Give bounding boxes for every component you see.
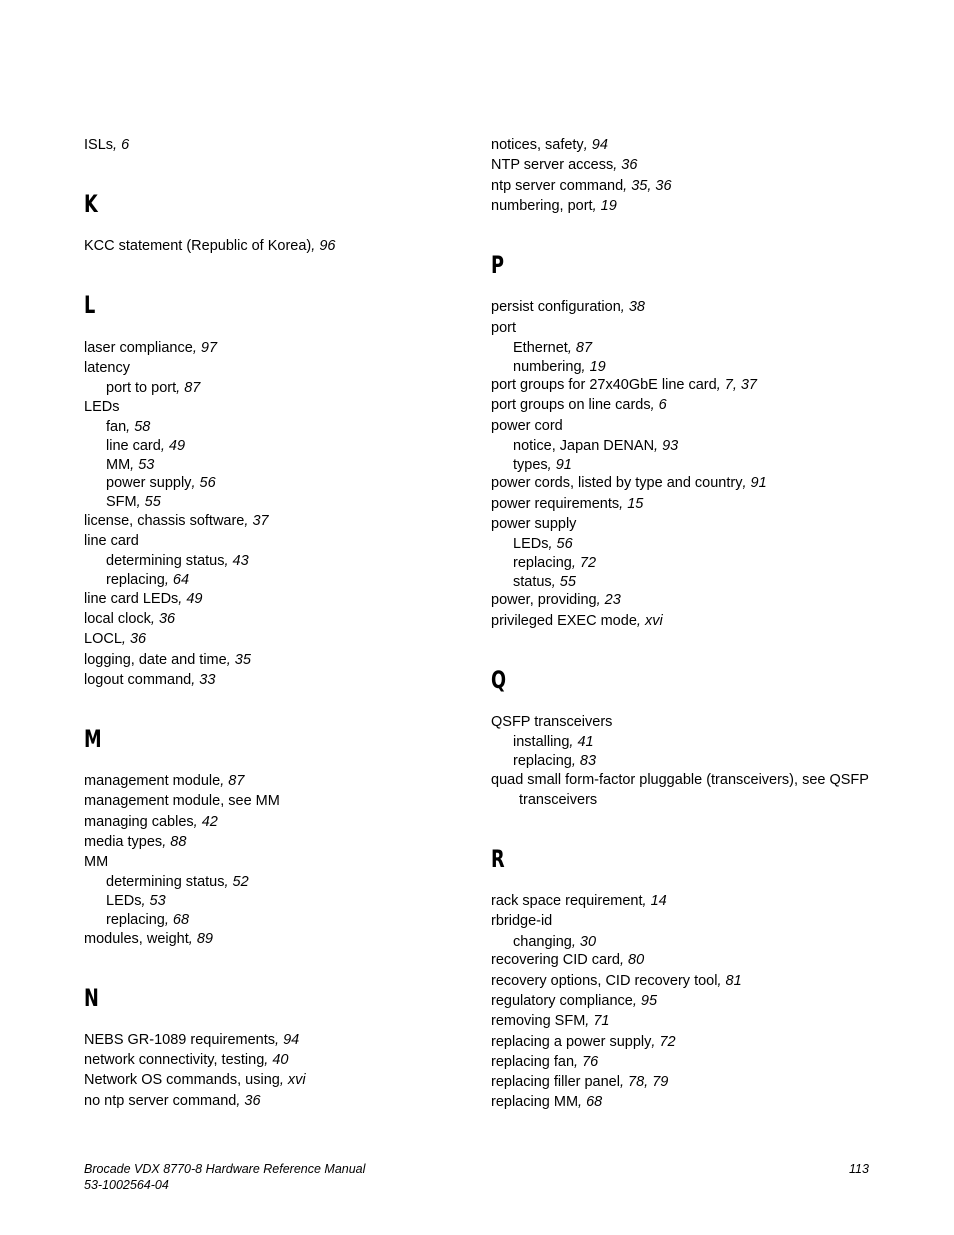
index-separator: , [226,652,235,668]
index-separator: , [178,591,187,607]
index-term: numbering, port [491,198,593,214]
index-entry [491,972,742,990]
index-separator: , [547,457,556,473]
index-page-ref[interactable]: 71 [593,1013,610,1029]
index-section-letter: K [84,190,98,218]
index-separator: , [164,912,173,928]
index-subentry [513,733,594,751]
index-separator: , [121,631,130,647]
index-entry [491,591,621,609]
index-term: installing [513,734,570,750]
index-term: NEBS GR-1089 requirements [84,1032,275,1048]
index-separator: , [224,553,233,569]
index-term: replacing fan [491,1054,575,1070]
footer-doc-number: 53-1002564-04 [84,1178,169,1192]
index-term: KCC statement (Republic of Korea) [84,238,312,254]
index-term: license, chassis software [84,513,245,529]
index-separator: , [619,1074,629,1090]
index-separator: , [592,198,601,214]
index-subentry [106,892,166,910]
index-page-ref[interactable]: 56 [556,536,573,552]
index-term: determining status [106,874,225,890]
index-page-ref[interactable]: 72 [579,555,597,571]
index-separator: , [742,475,751,491]
index-entry [491,177,672,195]
index-page-ref[interactable]: 97 [200,340,218,356]
index-term: replacing [106,572,165,588]
index-subentry [513,456,572,474]
index-separator: , [571,934,580,950]
index-term: LEDs [84,399,120,415]
index-entry [84,532,139,550]
index-separator: , [632,993,641,1009]
index-separator: , [164,572,173,588]
index-separator: , [136,494,145,510]
index-separator: , [191,475,200,491]
index-separator: , [571,753,580,769]
index-page-ref[interactable]: 68 [172,912,190,928]
index-term: managing cables [84,814,194,830]
index-page-ref[interactable]: 87 [228,773,245,789]
index-page-ref[interactable]: 33 [199,672,216,688]
index-term: notices, safety [491,137,584,153]
index-page-ref[interactable]: 49 [168,438,186,454]
index-term: numbering [513,359,582,375]
index-term: port groups for 27x40GbE line card [491,377,717,393]
index-term: power cords, listed by type and country [491,475,743,491]
index-page-ref[interactable]: xvi [287,1072,306,1088]
index-term: replacing a power supply [491,1034,652,1050]
index-term: replacing [106,912,165,928]
index-page-ref[interactable]: 35, 36 [631,178,672,194]
index-subentry [106,873,249,891]
index-term: line card [106,438,161,454]
index-page-ref[interactable]: 56 [199,475,216,491]
index-separator: , [150,611,159,627]
index-entry [491,912,552,930]
index-entry [491,156,637,174]
index-section-letter: L [84,291,96,319]
index-page-ref[interactable]: 14 [650,893,667,909]
index-term: recovering CID card [491,952,620,968]
index-entry [491,474,767,492]
index-subentry [513,933,596,951]
index-separator: , [619,496,628,512]
index-term: recovery options, CID recovery tool [491,973,718,989]
index-term: power supply [491,516,577,532]
index-entry [84,339,217,357]
footer-title: Brocade VDX 8770-8 Hardware Reference Manual [84,1162,366,1176]
index-entry [84,590,203,608]
index-page-ref[interactable]: 35 [234,652,251,668]
index-subentry [106,379,200,397]
index-entry [491,771,869,789]
index-separator: , [141,893,150,909]
index-separator: , [581,359,590,375]
index-term: network connectivity, testing [84,1052,265,1068]
index-page-ref[interactable]: 49 [186,591,203,607]
index-entry [491,951,644,969]
index-subentry [513,339,592,357]
index-subentry [513,535,573,553]
index-term: logging, date and time [84,652,227,668]
index-term: replacing MM [491,1094,579,1110]
index-subentry [106,474,216,492]
index-page-ref[interactable]: 19 [600,198,617,214]
index-entry [84,651,251,669]
index-page-ref[interactable]: 36 [244,1093,261,1109]
index-page-ref[interactable]: 7, 37 [724,377,757,393]
index-separator: , [275,1032,284,1048]
index-term: port [491,320,516,336]
index-entry [491,197,617,215]
index-entry [491,1053,598,1071]
index-entry [491,136,608,154]
index-page-ref[interactable]: 23 [604,592,621,608]
index-page-ref[interactable]: 55 [144,494,161,510]
index-entry [491,892,667,910]
index-page-ref[interactable]: 91 [555,457,572,473]
index-page-ref[interactable]: 93 [662,438,679,454]
index-term: QSFP transceivers [491,714,613,730]
index-separator: , [585,1013,594,1029]
index-term: line card LEDs [84,591,179,607]
index-page-ref[interactable]: 43 [232,553,249,569]
index-separator: , [311,238,320,254]
index-entry [519,791,597,809]
index-term: modules, weight [84,931,189,947]
index-entry [491,992,657,1010]
index-term: notice, Japan DENAN [513,438,655,454]
index-page-ref[interactable]: 53 [149,893,166,909]
index-separator: , [126,419,135,435]
footer-page-number: 113 [849,1162,869,1176]
index-entry [491,495,643,513]
index-term: NTP server access [491,157,614,173]
index-page-ref[interactable]: 36 [129,631,147,647]
index-term: media types [84,834,163,850]
index-term: LOCL [84,631,122,647]
index-term: MM [84,854,109,870]
index-entry [491,1093,602,1111]
index-section-letter: P [491,251,504,279]
index-term: laser compliance [84,340,193,356]
index-term: ISLs [84,137,114,153]
index-page-ref[interactable]: 36 [158,611,176,627]
index-entry [491,319,516,337]
index-page-ref[interactable]: 95 [640,993,658,1009]
index-separator: , [130,457,139,473]
index-separator: , [244,513,253,529]
index-separator: , [650,397,659,413]
index-term: rack space requirement [491,893,643,909]
index-separator: , [596,592,605,608]
index-term: MM [106,457,131,473]
index-separator: , [279,1072,288,1088]
index-section-letter: Q [491,666,507,694]
index-separator: , [193,814,202,830]
index-term: latency [84,360,130,376]
index-entry [491,417,563,435]
index-page-ref[interactable]: 83 [579,753,597,769]
index-page-ref[interactable]: 91 [750,475,767,491]
index-page-ref[interactable]: 53 [138,457,155,473]
index-page-ref[interactable]: 52 [232,874,249,890]
index-page-ref[interactable]: 36 [621,157,638,173]
index-page-ref[interactable]: 6 [121,137,130,153]
index-page-ref[interactable]: xvi [644,613,663,629]
index-term: power cord [491,418,563,434]
index-entry [491,1012,609,1030]
index-separator: , [654,438,663,454]
index-entry [84,1071,306,1089]
index-entry [84,813,218,831]
index-entry [491,376,757,394]
index-separator: , [192,340,201,356]
index-term: persist configuration [491,299,621,315]
index-separator: , [264,1052,273,1068]
index-term: LEDs [513,536,549,552]
index-entry [491,1073,668,1091]
index-term: logout command [84,672,192,688]
index-page-ref[interactable]: 87 [575,340,593,356]
index-separator: , [548,536,557,552]
index-term: replacing [513,753,572,769]
index-separator: , [569,734,578,750]
index-separator: , [162,834,171,850]
index-separator: , [620,299,629,315]
index-entry [491,612,663,630]
index-page-ref[interactable]: 58 [134,419,151,435]
index-term: rbridge-id [491,913,553,929]
index-page-ref[interactable]: 15 [627,496,644,512]
index-entry [84,512,269,530]
index-subentry [106,552,249,570]
index-term: regulatory compliance [491,993,633,1009]
index-term: local clock [84,611,151,627]
index-separator: , [220,773,229,789]
index-term: power, providing [491,592,597,608]
index-entry [84,792,280,810]
index-entry [491,298,645,316]
index-entry [84,833,186,851]
index-separator: , [224,874,233,890]
index-page-ref[interactable]: 78, 79 [628,1074,669,1090]
index-separator: , [567,340,576,356]
index-subentry [106,911,189,929]
index-term: Ethernet [513,340,568,356]
index-entry [84,1031,299,1049]
index-subentry [513,554,596,572]
index-separator: , [642,893,651,909]
index-term: privileged EXEC mode [491,613,637,629]
index-page-ref[interactable]: 68 [586,1094,603,1110]
index-entry [84,398,119,416]
index-separator: , [191,672,200,688]
index-entry [491,515,576,533]
index-page-ref[interactable]: 37 [252,513,269,529]
index-separator: , [619,952,628,968]
index-separator: , [716,377,725,393]
index-separator: , [176,380,185,396]
index-entry [491,396,667,414]
index-term: changing [513,934,572,950]
index-page-ref[interactable]: 80 [628,952,645,968]
index-separator: , [613,157,622,173]
index-separator: , [113,137,122,153]
index-page-ref[interactable]: 55 [559,574,576,590]
index-page-ref[interactable]: 81 [725,973,742,989]
index-term: replacing filler panel [491,1074,620,1090]
index-page-ref[interactable]: 94 [283,1032,300,1048]
index-section-letter: N [84,984,99,1012]
index-entry [491,713,612,731]
index-subentry [513,437,678,455]
index-term: LEDs [106,893,142,909]
index-term: management module [84,773,221,789]
index-subentry [106,418,150,436]
index-page-ref[interactable]: 6 [658,397,667,413]
index-entry [491,1033,676,1051]
index-subentry [513,358,606,376]
index-separator: , [160,438,169,454]
index-page-ref[interactable]: 88 [170,834,187,850]
index-separator: , [651,1034,660,1050]
index-entry [84,1092,261,1110]
index-subentry [513,573,576,591]
index-separator: , [583,137,592,153]
index-page-ref[interactable]: 38 [628,299,645,315]
index-term: management module, see MM [84,793,280,809]
index-term: power requirements [491,496,620,512]
index-term: quad small form-factor pluggable (transceivers), see QSFP [491,772,869,788]
index-entry [84,359,130,377]
index-subentry [106,437,185,455]
index-separator: , [236,1093,245,1109]
index-page-ref[interactable]: 96 [319,238,336,254]
index-term: replacing [513,555,572,571]
index-entry [84,930,213,948]
index-page-ref[interactable]: 87 [184,380,201,396]
index-term: ntp server command [491,178,624,194]
index-section-letter: M [84,725,102,753]
index-term: transceivers [519,792,598,808]
index-term: types [513,457,548,473]
index-term: Network OS commands, using [84,1072,280,1088]
index-entry [84,1051,288,1069]
index-page-ref[interactable]: 41 [577,734,594,750]
index-section-letter: R [491,845,505,873]
index-term: SFM [106,494,137,510]
index-term: port to port [106,380,177,396]
index-separator: , [571,555,580,571]
index-separator: , [551,574,560,590]
index-separator: , [574,1054,583,1070]
index-term: status [513,574,552,590]
index-page-ref[interactable]: 94 [591,137,608,153]
index-page-ref[interactable]: 72 [659,1034,676,1050]
index-entry [84,136,129,154]
index-page-ref[interactable]: 30 [579,934,597,950]
index-term: line card [84,533,139,549]
index-entry [84,853,108,871]
index-term: determining status [106,553,225,569]
index-separator: , [636,613,645,629]
index-subentry [106,493,161,511]
index-term: power supply [106,475,192,491]
index-term: port groups on line cards [491,397,651,413]
index-entry [84,630,146,648]
index-page-ref[interactable]: 42 [201,814,218,830]
index-page-ref[interactable]: 19 [589,359,606,375]
index-separator: , [623,178,632,194]
index-separator: , [578,1094,587,1110]
index-term: no ntp server command [84,1093,237,1109]
index-separator: , [717,973,726,989]
index-page-ref[interactable]: 64 [172,572,190,588]
index-separator: , [188,931,197,947]
index-subentry [106,571,189,589]
index-subentry [106,456,154,474]
index-term: removing SFM [491,1013,586,1029]
index-entry [84,671,215,689]
index-entry [84,772,244,790]
index-page-ref[interactable]: 40 [272,1052,289,1068]
index-term: fan [106,419,127,435]
index-page-ref[interactable]: 89 [196,931,213,947]
index-page-ref[interactable]: 76 [582,1054,599,1070]
index-entry [84,237,335,255]
index-entry [84,610,175,628]
index-subentry [513,752,596,770]
